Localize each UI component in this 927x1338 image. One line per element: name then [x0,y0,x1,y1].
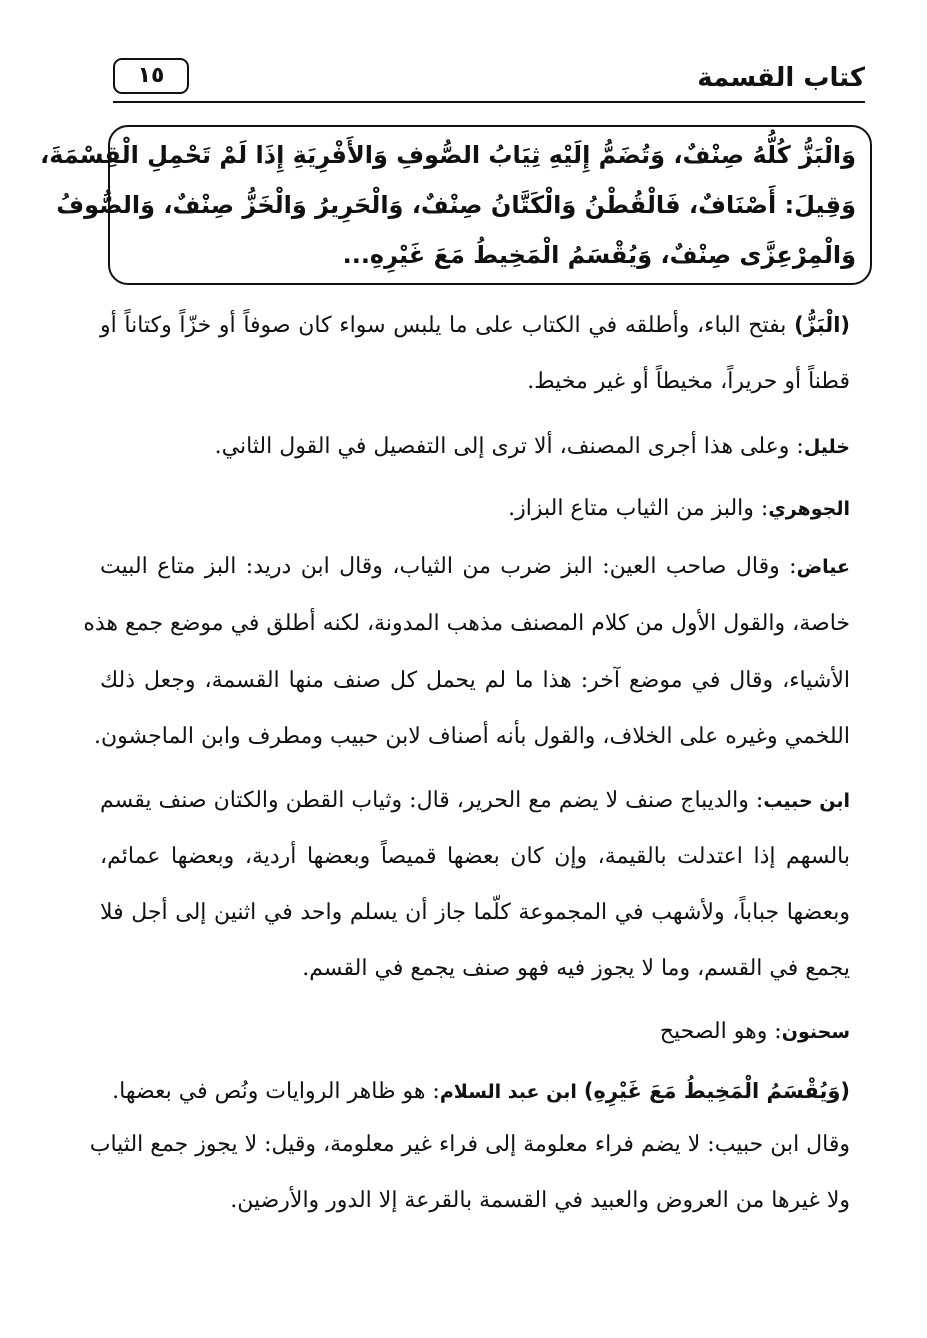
matn-line: وَالْبَزُّ كُلُّهُ صِنْفٌ، وَتُضَمُّ إِلَيْهِ ثِيَابُ الصُّوفِ وَالأَفْرِيَةِ إِذَا لَمْ تَحْمِلِ الْقِسْمَةَ، [40,141,856,169]
scholar-label: عياض [796,556,850,578]
commentary-line: اللخمي وغيره على الخلاف، والقول بأنه أصناف لابن حبيب ومطرف وابن الماجشون. [94,724,850,749]
commentary-line [100,1015,850,1049]
commentary-line [100,784,850,818]
scholar-label: سحنون [781,1021,850,1043]
scholar-label: خليل [803,436,850,458]
matn-text-box [40,125,872,285]
commentary-text: : وهو الصحيح [659,1019,782,1044]
commentary-line: وبعضها جباباً، ولأشهب في المجموعة كلّما جاز أن يسلم واحد في اثنين إلى أجل فلا [100,900,850,925]
matn-quote: (الْبَزُّ) [794,313,850,337]
scholar-label: الجوهري [768,498,850,520]
commentary-line [100,550,850,584]
commentary-text: : وقال صاحب العين: البز ضرب من الثياب، وقال ابن دريد: البز متاع البيت [100,554,797,579]
scholar-label: ابن عبد السلام [439,1081,577,1103]
commentary-line: الأشياء، وقال في موضع آخر: هذا ما لم يحمل كل صنف منها القسمة، وجعل ذلك [100,668,850,693]
commentary-text: بفتح الباء، وأطلقه في الكتاب على ما يلبس سواء كان صوفاً أو خزّاً وكتاناً أو [100,313,787,338]
commentary-text: : وعلى هذا أجرى المصنف، ألا ترى إلى التفصيل في القول الثاني. [214,434,804,459]
matn-quote: (وَيُقْسَمُ الْمَخِيطُ مَعَ غَيْرِهِ) [583,1079,850,1103]
commentary-text: : هو ظاهر الروايات ونُص في بعضها. [112,1079,440,1104]
commentary-line: خاصة، والقول الأول من كلام المصنف مذهب المدونة، لكنه أطلق في موضع جمع هذه [83,611,850,636]
page-number: ١٥ [113,58,189,94]
commentary-line [100,492,850,526]
commentary-text: : والديباج صنف لا يضم مع الحرير، قال: وثياب القطن والكتان صنف يقسم [99,788,764,813]
commentary-text: : والبز من الثياب متاع البزاز. [508,496,769,521]
commentary-line: ولا غيرها من العروض والعبيد في القسمة بالقرعة إلا الدور والأرضين. [230,1188,850,1213]
commentary-line: قطناً أو حريراً، مخيطاً أو غير مخيط. [527,369,850,394]
commentary-line [100,1074,850,1109]
commentary-line [100,308,850,343]
commentary-line: بالسهم إذا اعتدلت بالقيمة، وإن كان بعضها قميصاً وبعضها أردية، وبعضها عمائم، [100,844,850,869]
scholar-label: ابن حبيب [763,790,850,812]
book-title: كتاب القسمة [697,63,865,93]
page-header [113,55,865,103]
commentary-line [100,430,850,464]
matn-line: وَالْمِرْعِزَّى صِنْفٌ، وَيُقْسَمُ الْمَخِيطُ مَعَ غَيْرِهِ... [342,241,856,269]
matn-line: وَقِيلَ: أَصْنَافٌ، فَالْقُطْنُ وَالْكَتَّانُ صِنْفٌ، وَالْحَرِيرُ وَالْخَزُّ صِنْفٌ، وَالصُّوفُ [56,191,856,219]
commentary-line: يجمع في القسم، وما لا يجوز فيه فهو صنف يجمع في القسم. [302,956,850,981]
commentary-line: وقال ابن حبيب: لا يضم فراء معلومة إلى فراء غير معلومة، وقيل: لا يجوز جمع الثياب [89,1132,850,1157]
